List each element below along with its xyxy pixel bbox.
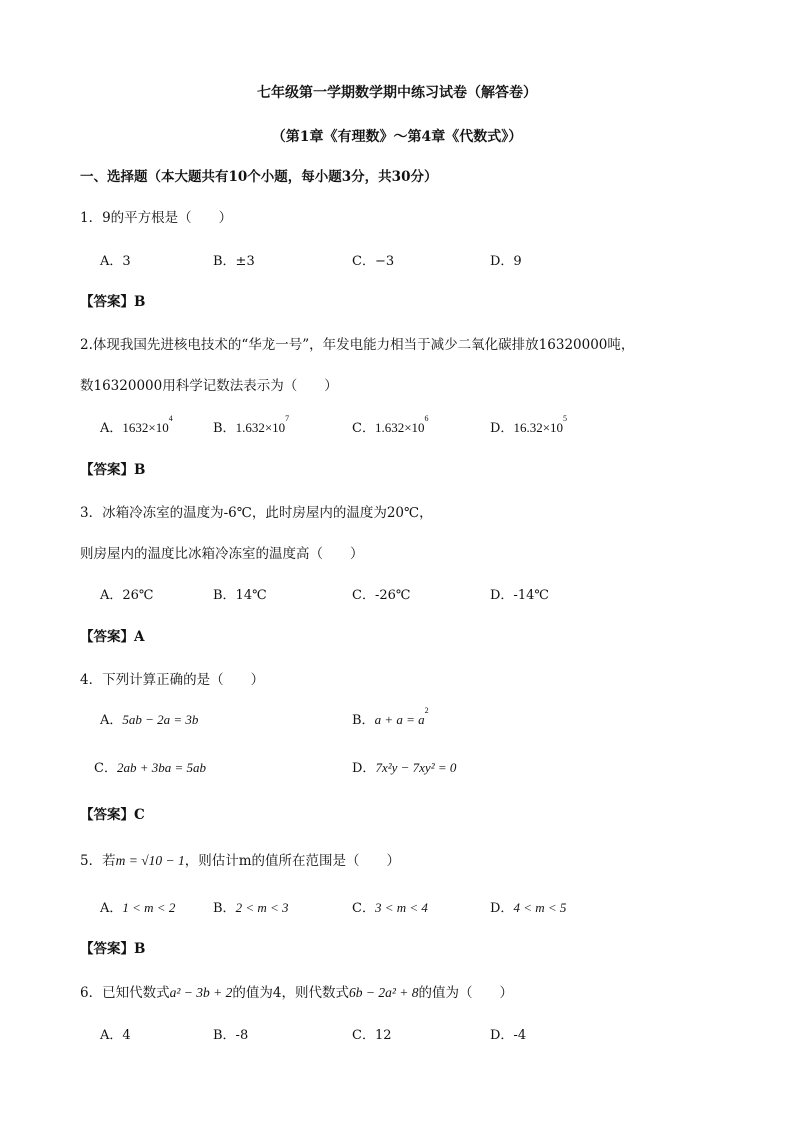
question-1-option-c: C．−3 bbox=[352, 254, 395, 269]
answer-value: C bbox=[134, 807, 145, 823]
question-1-option-a: A．3 bbox=[100, 254, 131, 269]
question-2-stem-line-2: 数16320000用科学记数法表示为（ ） bbox=[80, 378, 338, 394]
question-6-stem: 6．已知代数式a² − 3b + 2的值为4，则代数式6b − 2a² + 8的值为（ ） bbox=[80, 985, 513, 1001]
answer-value: B bbox=[134, 294, 146, 310]
question-1-stem: 1．9的平方根是（ ） bbox=[80, 210, 233, 226]
question-2-option-a: A．$1632\times 10^4$ bbox=[100, 414, 173, 436]
page-title: 七年级第一学期数学期中练习试卷（解答卷） bbox=[257, 85, 537, 101]
question-6-option-d: D．-4 bbox=[490, 1028, 527, 1043]
question-5-option-a: A．1 < m < 2 bbox=[100, 900, 176, 916]
question-5-formula: m = √10 − 1 bbox=[115, 853, 185, 868]
answer-value: A bbox=[134, 629, 145, 645]
question-3-stem-line-1: 3．冰箱冷冻室的温度为-6℃，此时房屋内的温度为20℃， bbox=[80, 505, 433, 521]
question-2-option-c: C．$1.632\times 10^6$ bbox=[352, 414, 429, 436]
question-4-option-d: D．7x²y − 7xy² = 0 bbox=[352, 760, 457, 776]
question-1-option-d: D．9 bbox=[490, 254, 522, 269]
question-5-stem: 5．若m = √10 − 1，则估计m的值所在范围是（ ） bbox=[80, 853, 401, 869]
question-2-option-b: B．$1.632\times 10^7$ bbox=[213, 414, 290, 436]
question-6-expr-2: 6b − 2a² + 8 bbox=[348, 985, 419, 1000]
question-2-option-d: D．$16.32\times 10^5$ bbox=[490, 414, 568, 436]
question-3-answer bbox=[80, 625, 144, 645]
question-5-option-c: C．3 < m < 4 bbox=[352, 900, 428, 916]
answer-label: 【答案】 bbox=[80, 462, 134, 478]
question-3-option-d: D．-14℃ bbox=[490, 588, 549, 603]
answer-label: 【答案】 bbox=[80, 807, 134, 823]
question-1-option-b: B．±3 bbox=[213, 254, 255, 269]
question-2-stem-line-1: 2.体现我国先进核电技术的“华龙一号”，年发电能力相当于减少二氧化碳排放16320000吨， bbox=[80, 337, 635, 353]
answer-value: B bbox=[134, 462, 146, 478]
question-3-option-c: C．-26℃ bbox=[352, 588, 411, 603]
question-6-expr-1: a² − 3b + 2 bbox=[169, 985, 233, 1000]
question-3-option-b: B．14℃ bbox=[213, 588, 267, 603]
answer-value: B bbox=[134, 941, 146, 957]
answer-label: 【答案】 bbox=[80, 941, 134, 957]
question-5-option-d: D．4 < m < 5 bbox=[490, 900, 567, 916]
question-4-answer bbox=[80, 803, 145, 823]
question-6-option-c: C．12 bbox=[352, 1028, 392, 1043]
page-subtitle: （第1章《有理数》～第4章《代数式》） bbox=[271, 129, 523, 145]
question-6-option-b: B．-8 bbox=[213, 1028, 249, 1043]
question-3-stem-line-2: 则房屋内的温度比冰箱冷冻室的温度高（ ） bbox=[80, 546, 364, 562]
answer-label: 【答案】 bbox=[80, 629, 134, 645]
question-4-stem: 4．下列计算正确的是（ ） bbox=[80, 672, 265, 688]
answer-label: 【答案】 bbox=[80, 294, 134, 310]
question-4-option-c: C．2ab + 3ba = 5ab bbox=[94, 760, 206, 776]
question-5-answer bbox=[80, 937, 145, 957]
question-2-answer bbox=[80, 458, 145, 478]
question-4-option-b: B．$a + a = a^2$ bbox=[352, 706, 429, 728]
question-4-option-a: A．5ab − 2a = 3b bbox=[100, 712, 199, 728]
question-5-option-b: B．2 < m < 3 bbox=[213, 900, 289, 916]
question-3-option-a: A．26℃ bbox=[100, 588, 154, 603]
question-1-answer bbox=[80, 290, 145, 310]
section-heading: 一、选择题（本大题共有10个小题，每小题3分，共30分） bbox=[80, 169, 438, 185]
question-6-option-a: A．4 bbox=[100, 1028, 131, 1043]
